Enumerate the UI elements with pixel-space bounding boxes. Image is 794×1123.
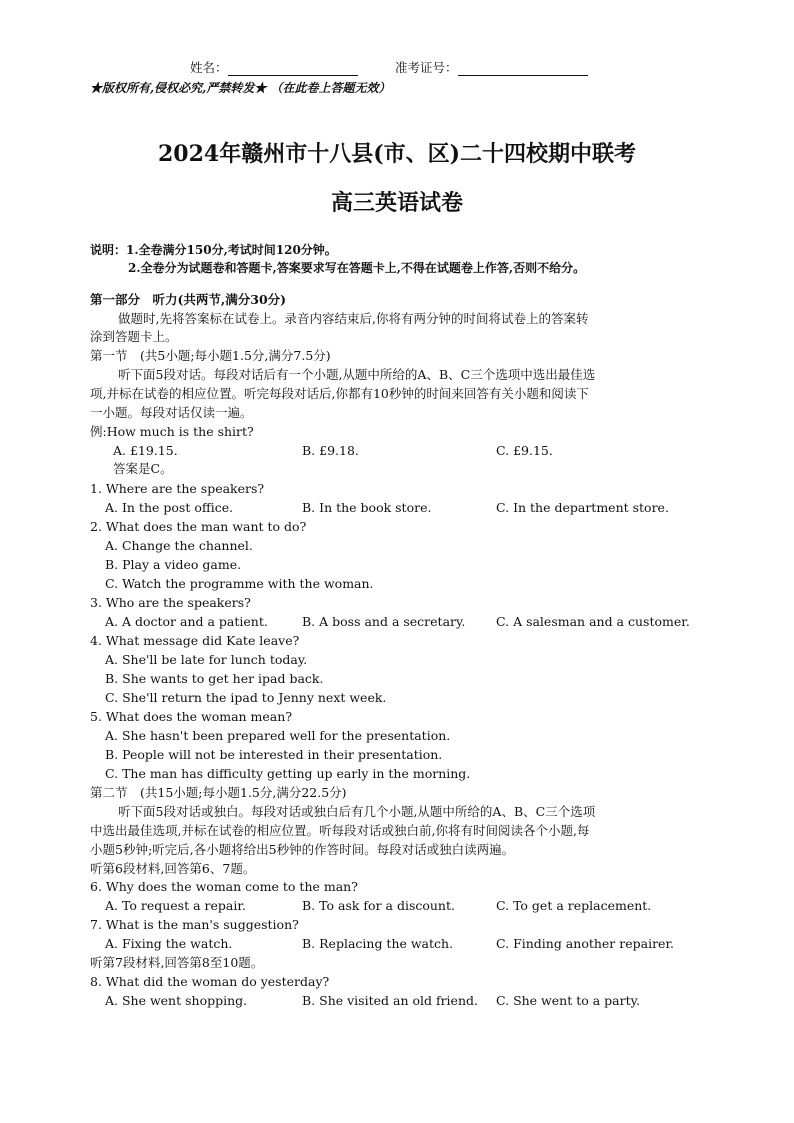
question-4-option-b: B. She wants to get her ipad back. — [105, 671, 324, 686]
question-2: 2. What does the man want to do? — [90, 519, 307, 534]
section1-text-3: 一小题。每段对话仅读一遍。 — [90, 405, 253, 420]
question-5-option-a: A. She hasn't been prepared well for the presentation. — [105, 728, 451, 743]
question-8-option-b: B. She visited an old friend. — [302, 993, 478, 1008]
question-1-option-a: A. In the post office. — [105, 500, 234, 515]
question-1-option-c: C. In the department store. — [496, 500, 669, 515]
question-5-option-b: B. People will not be interested in their presentation. — [105, 747, 443, 762]
question-7: 7. What is the man's suggestion? — [90, 917, 299, 932]
question-3: 3. Who are the speakers? — [90, 595, 251, 610]
question-4-option-a: A. She'll be late for lunch today. — [105, 652, 308, 667]
question-6: 6. Why does the woman come to the man? — [90, 879, 358, 894]
name-field — [190, 60, 358, 76]
question-4: 4. What message did Kate leave? — [90, 633, 300, 648]
question-7-option-b: B. Replacing the watch. — [302, 936, 454, 951]
part1-heading: 第一部分 听力(共两节,满分30分) — [90, 292, 287, 307]
copyright-notice: ★版权所有,侵权必究,严禁转发★ （在此卷上答题无效） — [90, 81, 391, 95]
name-label: 姓名： — [190, 60, 228, 75]
section1-text-2: 项,并标在试卷的相应位置。听完每段对话后,你都有10秒钟的时间来回答有关小题和阅读下 — [90, 386, 589, 401]
question-3-option-c: C. A salesman and a customer. — [496, 614, 690, 629]
section2-text-3: 小题5秒钟;听完后,各小题将给出5秒钟的作答时间。每段对话或独白读两遍。 — [90, 842, 515, 857]
question-6-option-a: A. To request a repair. — [105, 898, 246, 913]
section2-text-1: 听下面5段对话或独白。每段对话或独白后有几个小题,从题中所给的A、B、C三个选项 — [118, 804, 596, 819]
question-7-option-a: A. Fixing the watch. — [105, 936, 233, 951]
question-2-option-a: A. Change the channel. — [105, 538, 253, 553]
page-title: 2024年赣州市十八县(市、区)二十四校期中联考 — [157, 141, 637, 167]
question-2-option-b: B. Play a video game. — [105, 557, 242, 572]
part1-intro-1: 做题时,先将答案标在试卷上。录音内容结束后,你将有两分钟的时间将试卷上的答案转 — [118, 311, 589, 326]
question-5: 5. What does the woman mean? — [90, 709, 293, 724]
material-7-cue: 听第7段材料,回答第8至10题。 — [90, 955, 264, 970]
id-label: 准考证号： — [395, 60, 458, 75]
question-8-option-c: C. She went to a party. — [496, 993, 640, 1008]
example-option-a: A. £19.15. — [113, 443, 178, 458]
question-1-option-b: B. In the book store. — [302, 500, 432, 515]
question-3-option-a: A. A doctor and a patient. — [105, 614, 268, 629]
id-blank — [458, 61, 588, 76]
question-6-option-b: B. To ask for a discount. — [302, 898, 455, 913]
section2-text-2: 中选出最佳选项,并标在试卷的相应位置。听每段对话或独白前,你将有时间阅读各个小题,每 — [90, 823, 590, 838]
question-2-option-c: C. Watch the programme with the woman. — [105, 576, 374, 591]
part1-intro-2: 涂到答题卡上。 — [90, 329, 178, 344]
name-blank — [228, 61, 358, 76]
section2-heading: 第二节 (共15小题;每小题1.5分,满分22.5分) — [90, 785, 347, 800]
question-7-option-c: C. Finding another repairer. — [496, 936, 675, 951]
example-question: 例:How much is the shirt? — [90, 424, 254, 439]
question-3-option-b: B. A boss and a secretary. — [302, 614, 466, 629]
question-4-option-c: C. She'll return the ipad to Jenny next week. — [105, 690, 387, 705]
example-answer: 答案是C。 — [113, 461, 173, 476]
section1-heading: 第一节 (共5小题;每小题1.5分,满分7.5分) — [90, 348, 331, 363]
instructions-line-2: 2.全卷分为试题卷和答题卡,答案要求写在答题卡上,不得在试题卷上作答,否则不给分。 — [128, 261, 586, 275]
instructions-line-1: 说明：1.全卷满分150分,考试时间120分钟。 — [90, 243, 337, 257]
id-field — [395, 60, 588, 76]
material-6-cue: 听第6段材料,回答第6、7题。 — [90, 861, 256, 876]
question-6-option-c: C. To get a replacement. — [496, 898, 652, 913]
question-5-option-c: C. The man has difficulty getting up early in the morning. — [105, 766, 471, 781]
page-subtitle: 高三英语试卷 — [330, 190, 463, 216]
example-option-b: B. £9.18. — [302, 443, 359, 458]
question-8: 8. What did the woman do yesterday? — [90, 974, 330, 989]
example-option-c: C. £9.15. — [496, 443, 553, 458]
question-8-option-a: A. She went shopping. — [105, 993, 248, 1008]
section1-text-1: 听下面5段对话。每段对话后有一个小题,从题中所给的A、B、C三个选项中选出最佳选 — [118, 367, 596, 382]
question-1: 1. Where are the speakers? — [90, 481, 265, 496]
